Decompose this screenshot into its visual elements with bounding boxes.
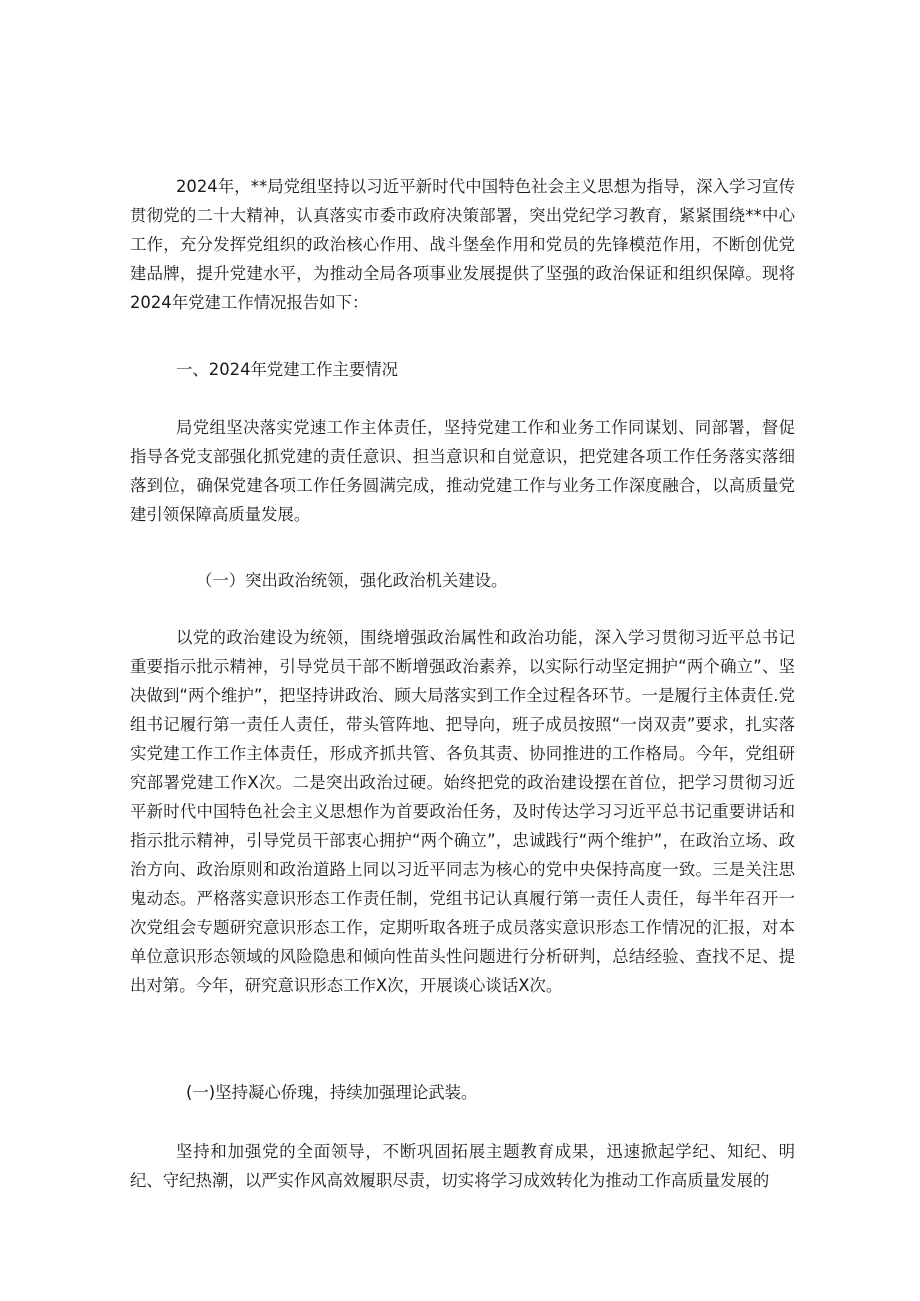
intro-paragraph: 2024年，**局党组坚持以习近平新时代中国特色社会主义思想为指导，深入学习宣传贯彻党的二十大精神，认真落实市委市政府决策部署，突出党纪学习教育，紧紧围绕**中心工作，充分发挥党组织的政治核心作用、战斗堡垒作用和党员的先锋模范作用，不断创优党建品牌，提升党建水平，为推动全局各项事业发展提供了坚强的政治保证和组织保障。现将2024年党建工作情况报告如下： [130, 177, 795, 312]
subsection-1-paragraph: 以党的政治建设为统领，围绕增强政治属性和政治功能，深入学习贯彻习近平总书记重要指示批示精神，引导党员干部不断增强政治素养，以实际行动坚定拥护“两个确立”、坚决做到“两个维护”，把坚持讲政治、顾大局落实到工作全过程各环节。一是履行主体责任.党组书记履行第一责任人责任，带头管阵地、把导向，班子成员按照“一岗双责”要求，扎实落实党建工作工作主体责任，形成齐抓共管、各负其责、协同推进的工作格局。今年，党组研究部署党建工作X次。二是突出政治过硬。始终把党的政治建设摆在首位，把学习贯彻习近平新时代中国特色社会主义思想作为首要政治任务，及时传达学习习近平总书记重要讲话和指示批示精神，引导党员干部衷心拥护“两个确立”，忠诚践行“两个维护”，在政治立场、政治方向、政治原则和政治道路上同以习近平同志为核心的党中央保持高度一致。三是关注思鬼动态。严格落实意识形态工作责任制，党组书记认真履行第一责任人责任，每半年召开一次党组会专题研究意识形态工作，定期听取各班子成员落实意识形态工作情况的汇报，对本单位意识形态领域的风险隐患和倾向性苗头性问题进行分析研判，总结经验、查找不足、提出对第。今年，研究意识形态工作X次，开展谈心谈话X次。 [130, 628, 795, 995]
subsection-heading-1: （一）突出政治统领，强化政治机关建设。 [196, 571, 508, 590]
section-heading-1: 一、2024年党建工作主要情况 [176, 360, 399, 379]
subsection-heading-2: (一)坚持凝心侨瑰，持续加强理论武装。 [186, 1083, 478, 1102]
subsection-2-paragraph: 坚持和加强党的全面领导，不断巩固拓展主题教育成果，迅速掀起学纪、知纪、明纪、守纪热潮，以严实作风高效履职尽责，切实将学习成效转化为推动工作高质量发展的 [130, 1142, 795, 1190]
section-1-paragraph: 局党组坚决落实党速工作主体责任，坚持党建工作和业务工作同谋划、同部署，督促指导各党支部强化抓党建的责任意识、担当意识和自觉意识，把党建各项工作任务落实落细落到位，确保党建各项工作任务圆满完成，推动党建工作与业务工作深度融合，以高质量党建引领保障高质量发展。 [130, 418, 795, 524]
